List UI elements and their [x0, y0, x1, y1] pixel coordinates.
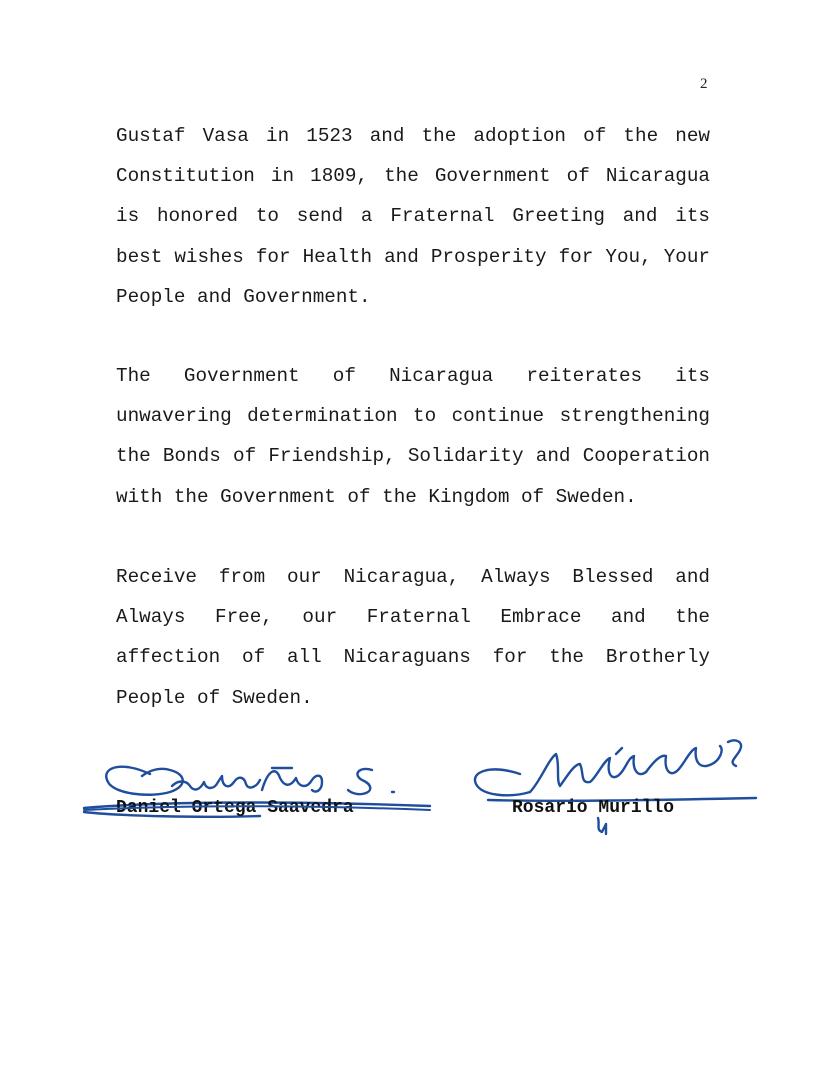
page-number: 2	[700, 76, 708, 92]
paragraph-closing-text: Receive from our Nicaragua, Always Blessed and Always Free, our Fraternal Embrace and the affection of all Nicaraguans for the Brotherly People of Sweden.	[116, 566, 710, 709]
signatory-name: Daniel Ortega Saavedra	[116, 798, 354, 818]
paragraph-greeting	[116, 116, 710, 317]
paragraph-greeting-text: Gustaf Vasa in 1523 and the adoption of the new Constitution in 1809, the Government of Nicaragua is honored to send a Fraternal Greeting and its best wishes for Health and Prosperity for You, Your People and Government.	[116, 125, 710, 308]
signatory-name: Rosario Murillo	[512, 798, 675, 818]
handwritten-signature-icon	[0, 720, 825, 860]
paragraph-closing	[116, 557, 710, 718]
paragraph-reiteration-text: The Government of Nicaragua reiterates its unwavering determination to continue strengthening the Bonds of Friendship, Solidarity and Cooperation with the Government of the Kingdom of Sweden.	[116, 365, 710, 508]
signature-block	[0, 720, 825, 860]
paragraph-reiteration	[116, 356, 710, 517]
